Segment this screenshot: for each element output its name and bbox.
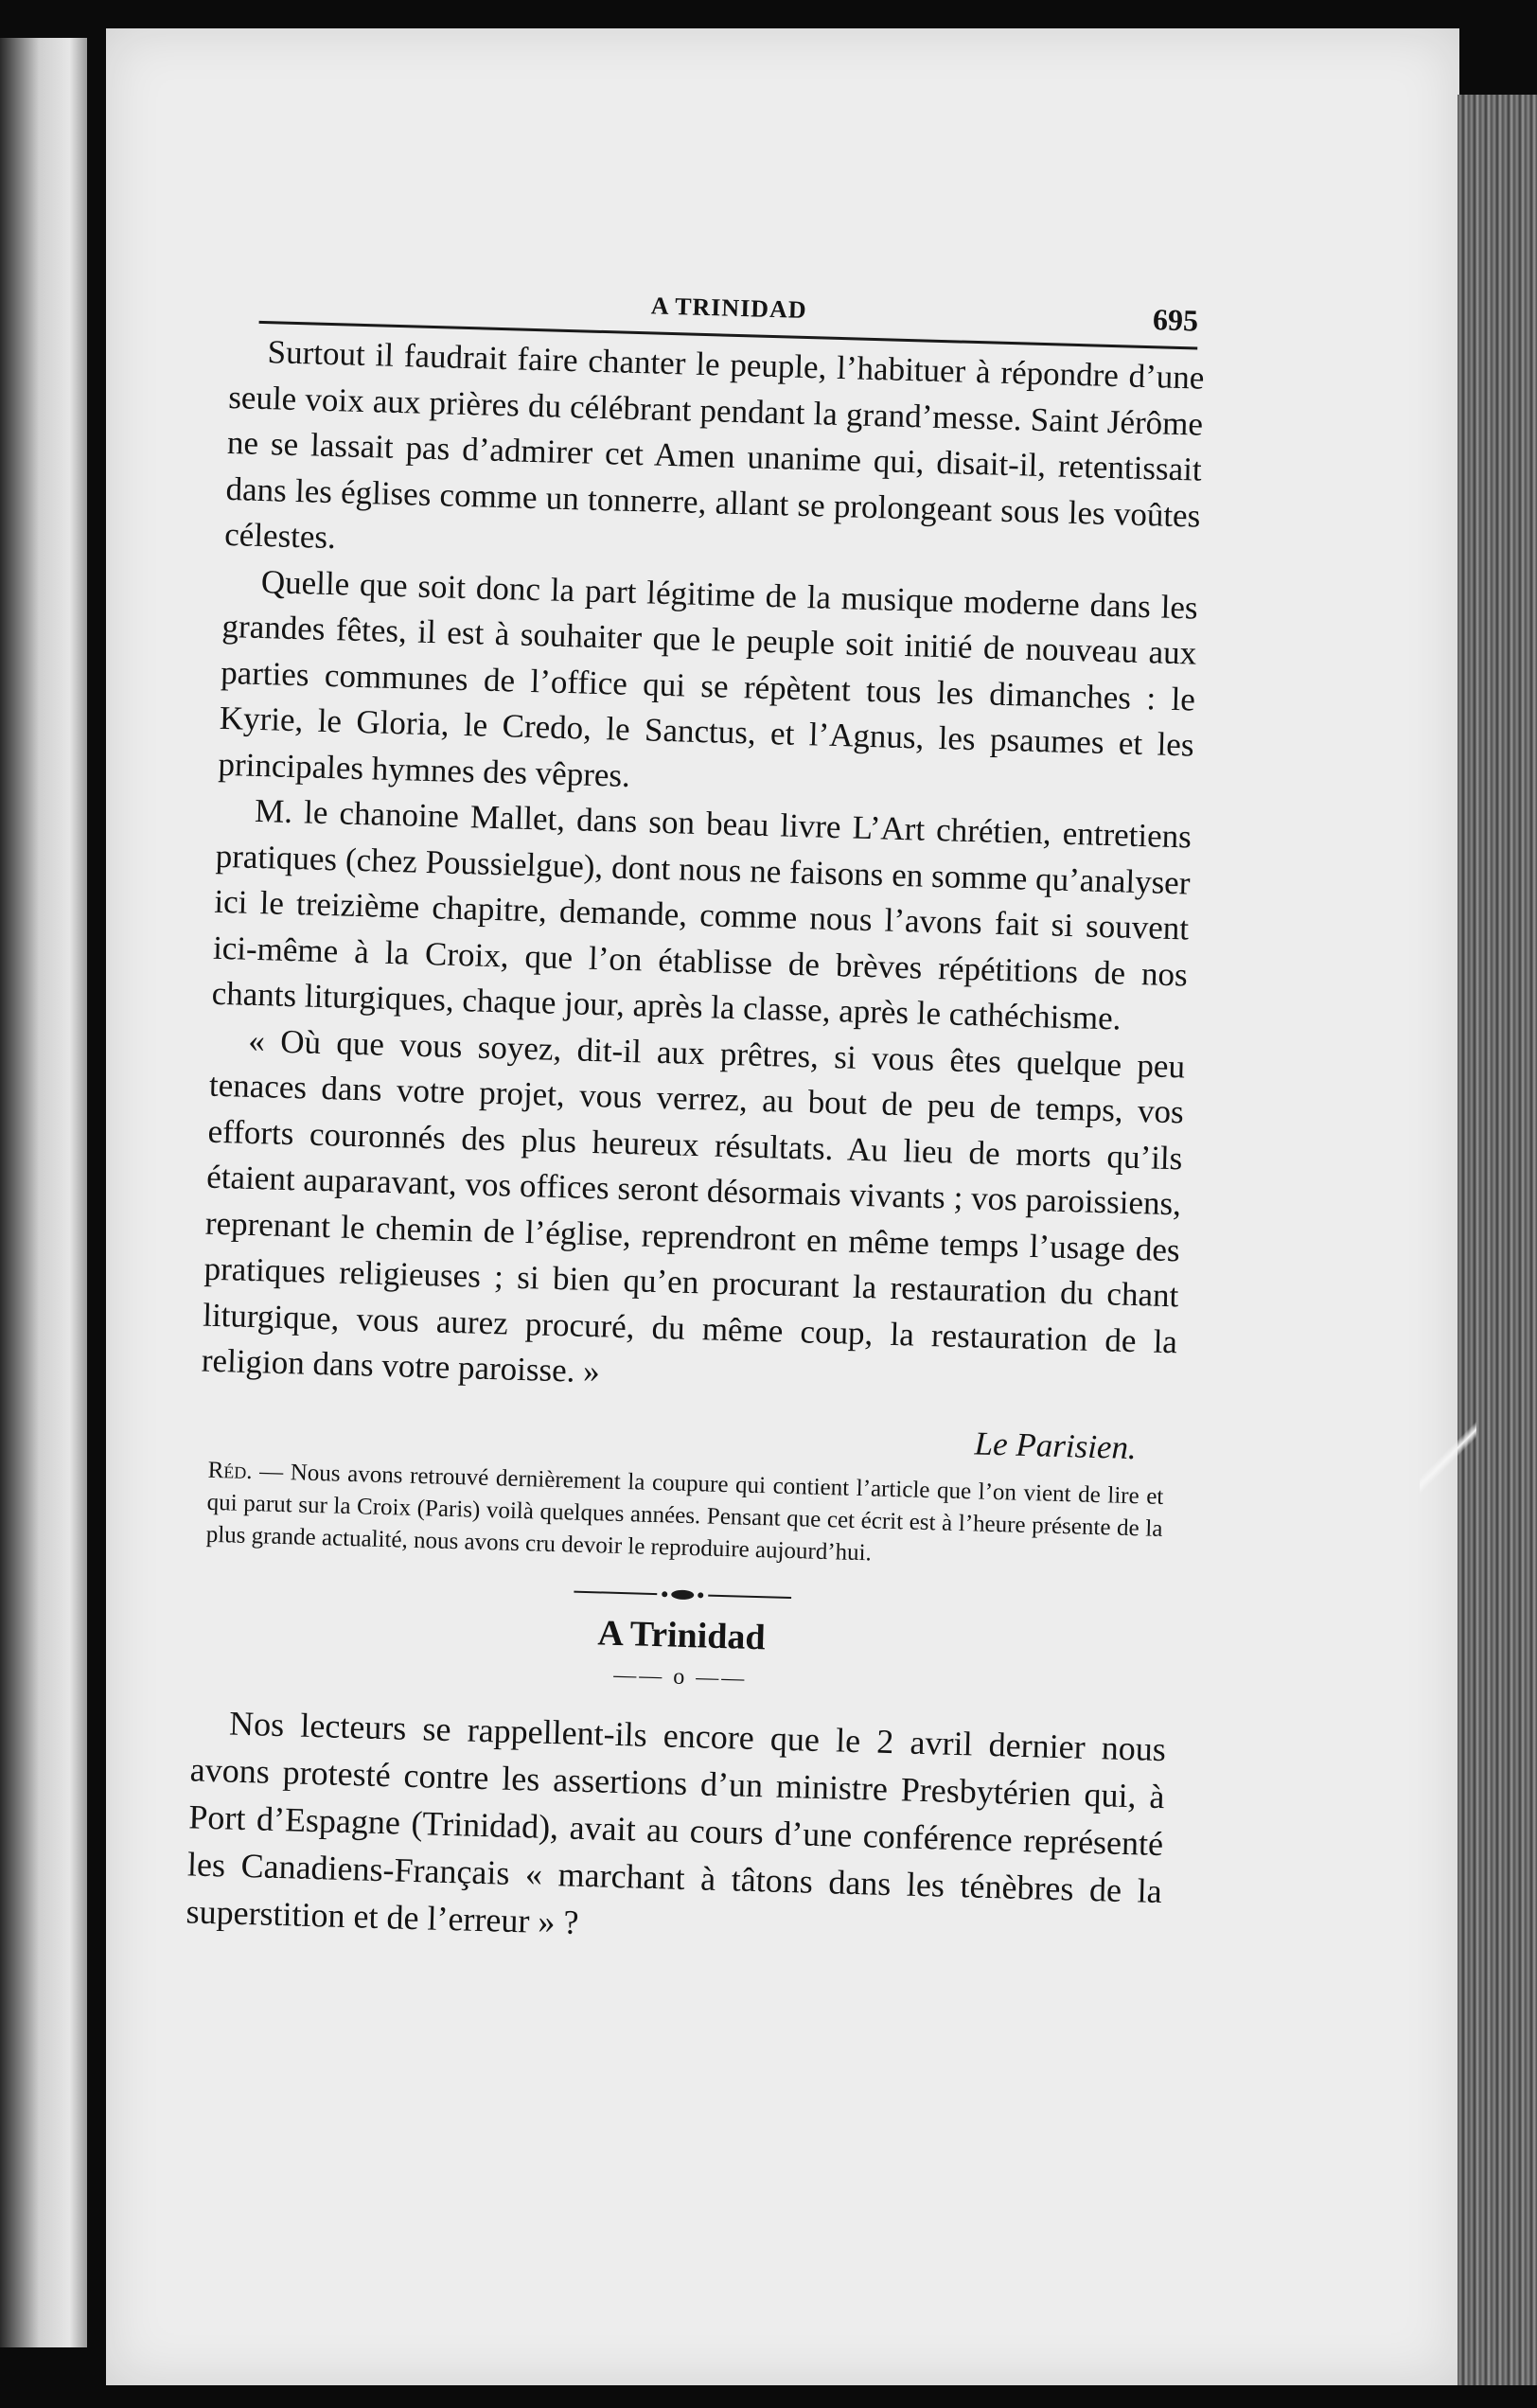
paragraph: Quelle que soit donc la part légitime de la musique moderne dans les grandes fêtes, il est à souhaiter que le peuple soit initié de nouveau aux parties communes de l’office qui se répètent tous les dimanches : le Kyrie, le Gloria, le Credo, le Sanctus, et l’Agnus, les psaumes et les principales hymnes des vêpres. <box>218 562 1199 794</box>
editor-note <box>205 1454 1163 1577</box>
page-edges <box>1458 95 1537 2385</box>
article-body <box>201 328 1205 1411</box>
running-title: A TRINIDAD <box>650 292 808 324</box>
left-page-edge <box>0 38 87 2347</box>
ornament-divider <box>574 1584 791 1604</box>
paragraph: Nos lecteurs se rappellent-ils encore que le 2 avril dernier nous avons protesté contre les assertions d’un ministre Presbytérien qui, à Port d’Espagne (Trinidad), avait au cours d’une conférence représenté les Canadiens-Français « marchant à tâtons dans les ténèbres de la superstition et de l’erreur » ? <box>186 1704 1167 1941</box>
section-title: A Trinidad <box>596 1612 767 1657</box>
page-number: 695 <box>1152 302 1199 338</box>
page-content <box>186 274 1207 1962</box>
note-text: — Nous avons retrouvé dernièrement la coupure qui contient l’article que l’on vient de lire et qui parut sur la Croix (Paris) voilà quelques années. Pensant que cet écrit est à l’heure présente de la plus grande actualité, nous avons cru devoir le reproduire aujourd’hui. <box>205 1458 1164 1566</box>
signature: Le Parisien. <box>974 1424 1138 1466</box>
paragraph: M. le chanoine Mallet, dans son beau livre L’Art chrétien, entretiens pratiques (chez Poussielgue), dont nous ne faisons en somme qu’analyser ici le treizième chapitre, demande, comme nous l’avons fait si souvent ici-même à la Croix, que l’on établisse de brèves répétitions de nos chants liturgiques, chaque jour, après la classe, après le cathéchisme. <box>211 791 1192 1037</box>
page-fold <box>1420 1401 1476 1514</box>
article-body-2 <box>186 1698 1167 1962</box>
paragraph: « Où que vous soyez, dit-il aux prêtres, si vous êtes quelque peu tenaces dans votre projet, vous verrez, au bout de peu de temps, vos efforts couronnés des plus heureux résultats. Au lieu de morts qu’ils étaient auparavant, vos offices seront désormais vivants ; vos paroissiens, reprenant le chemin de l’église, reprendront en même temps l’usage des pratiques religieuses ; si bien qu’en procurant la restauration du chant liturgique, vous aurez procuré, du même coup, la restauration de la religion dans votre paroisse. » <box>201 1021 1186 1390</box>
section-mark: —— o —— <box>612 1662 748 1691</box>
note-label: Réd. <box>207 1457 254 1484</box>
paragraph: Surtout il faudrait faire chanter le peuple, l’habituer à répondre d’une seule voix aux prières du célébrant pendant la grand’messe. Saint Jérôme ne se lassait pas d’admirer cet Amen unanime qui, disait-il, retentissait dans les églises comme un tonnerre, allant se prolongeant sous les voûtes célestes. <box>223 333 1205 557</box>
